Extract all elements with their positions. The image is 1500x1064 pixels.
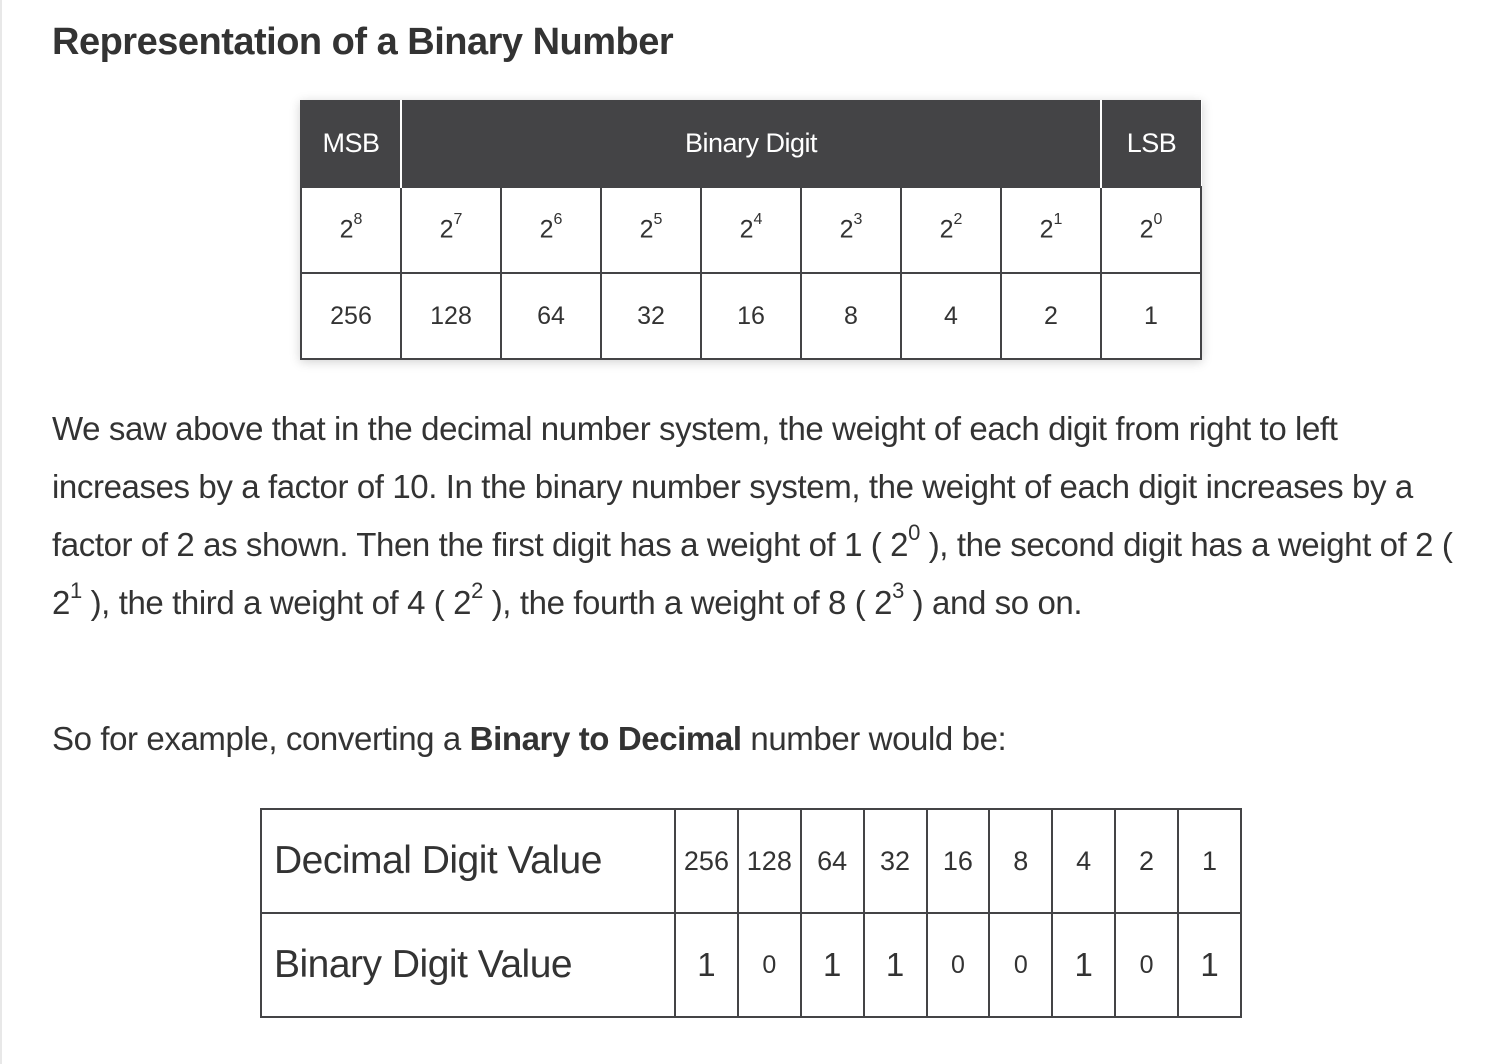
binary-value-cell: 0: [927, 913, 990, 1017]
binary-value-cell: 1: [675, 913, 738, 1017]
binary-value-cell: 0: [989, 913, 1052, 1017]
value-cell: 1: [1101, 273, 1201, 359]
power-cell: $2^4$: [701, 187, 801, 273]
exponent: 1: [69, 578, 82, 603]
exponent: 4: [753, 211, 763, 229]
binary-weights-table: [300, 100, 1202, 360]
exponent: 2: [471, 578, 483, 603]
example-intro: So for example, converting a Binary to Decimal number would be:: [52, 720, 1007, 757]
page-title: Representation of a Binary Number: [52, 21, 674, 63]
value-cell: 16: [701, 273, 801, 359]
binary-to-decimal-table: [260, 808, 1242, 1018]
msb-header: MSB: [301, 100, 401, 187]
binary-value-cell: 1: [1178, 913, 1241, 1017]
value-cell: 4: [901, 273, 1001, 359]
binary-value-cell: 1: [1052, 913, 1115, 1017]
binary-value-cell: 0: [738, 913, 801, 1017]
decimal-value-cell: 128: [738, 809, 801, 913]
lsb-header: LSB: [1101, 100, 1201, 187]
value-cell: 128: [401, 273, 501, 359]
value-cell: 2: [1001, 273, 1101, 359]
power-cell: $2^0$: [1101, 187, 1201, 273]
power-cell: $2^5$: [601, 187, 701, 273]
power-cell: $2^8$: [301, 187, 401, 273]
binary-digit-header: Binary Digit: [401, 100, 1101, 187]
power-cell: $2^1$: [1001, 187, 1101, 273]
weights-header-row: [301, 100, 1201, 187]
decimal-value-cell: 256: [675, 809, 738, 913]
decimal-value-cell: 64: [801, 809, 864, 913]
exponent: 2: [953, 211, 963, 229]
binary-row-label: Binary Digit Value: [261, 913, 675, 1017]
power-cell: $2^7$: [401, 187, 501, 273]
value-cell: 64: [501, 273, 601, 359]
left-border-rule: [0, 0, 2, 1064]
decimal-value-cell: 32: [864, 809, 927, 913]
exponent: 3: [853, 211, 863, 229]
value-cell: 256: [301, 273, 401, 359]
value-cell: 32: [601, 273, 701, 359]
binary-row: [261, 913, 1241, 1017]
decimal-value-cell: 4: [1052, 809, 1115, 913]
decimal-row-label: Decimal Digit Value: [261, 809, 675, 913]
values-row: [301, 273, 1201, 359]
powers-row: [301, 187, 1201, 273]
power-cell: $2^2$: [901, 187, 1001, 273]
power-cell: $2^6$: [501, 187, 601, 273]
decimal-row: [261, 809, 1241, 913]
power-cell: $2^3$: [801, 187, 901, 273]
decimal-value-cell: 16: [927, 809, 990, 913]
exponent: 3: [892, 578, 904, 603]
exponent: 5: [653, 211, 663, 229]
explanation-paragraph: We saw above that in the decimal number system, the weight of each digit from right to left increases by a factor of 10. In the binary number system, the weight of each digit increases by a factor of 2 as shown. Then the first digit has a weight of 1 ( $2^0$ ), the second digit has a weight of 2 ( $2^1$ ), the third a weight of 4 ( $2^2$ ), the fourth a weight of 8 ( $2^3$ ) and so on.: [52, 410, 1453, 621]
exponent: 7: [453, 211, 463, 229]
value-cell: 8: [801, 273, 901, 359]
exponent: 0: [908, 520, 920, 545]
decimal-value-cell: 1: [1178, 809, 1241, 913]
decimal-value-cell: 8: [989, 809, 1052, 913]
exponent: 6: [553, 211, 563, 229]
binary-value-cell: 0: [1115, 913, 1178, 1017]
decimal-value-cell: 2: [1115, 809, 1178, 913]
exponent: 1: [1053, 211, 1063, 229]
binary-value-cell: 1: [864, 913, 927, 1017]
exponent: 8: [353, 211, 363, 229]
binary-value-cell: 1: [801, 913, 864, 1017]
exponent: 0: [1153, 211, 1163, 229]
emphasis: Binary to Decimal: [469, 720, 742, 757]
